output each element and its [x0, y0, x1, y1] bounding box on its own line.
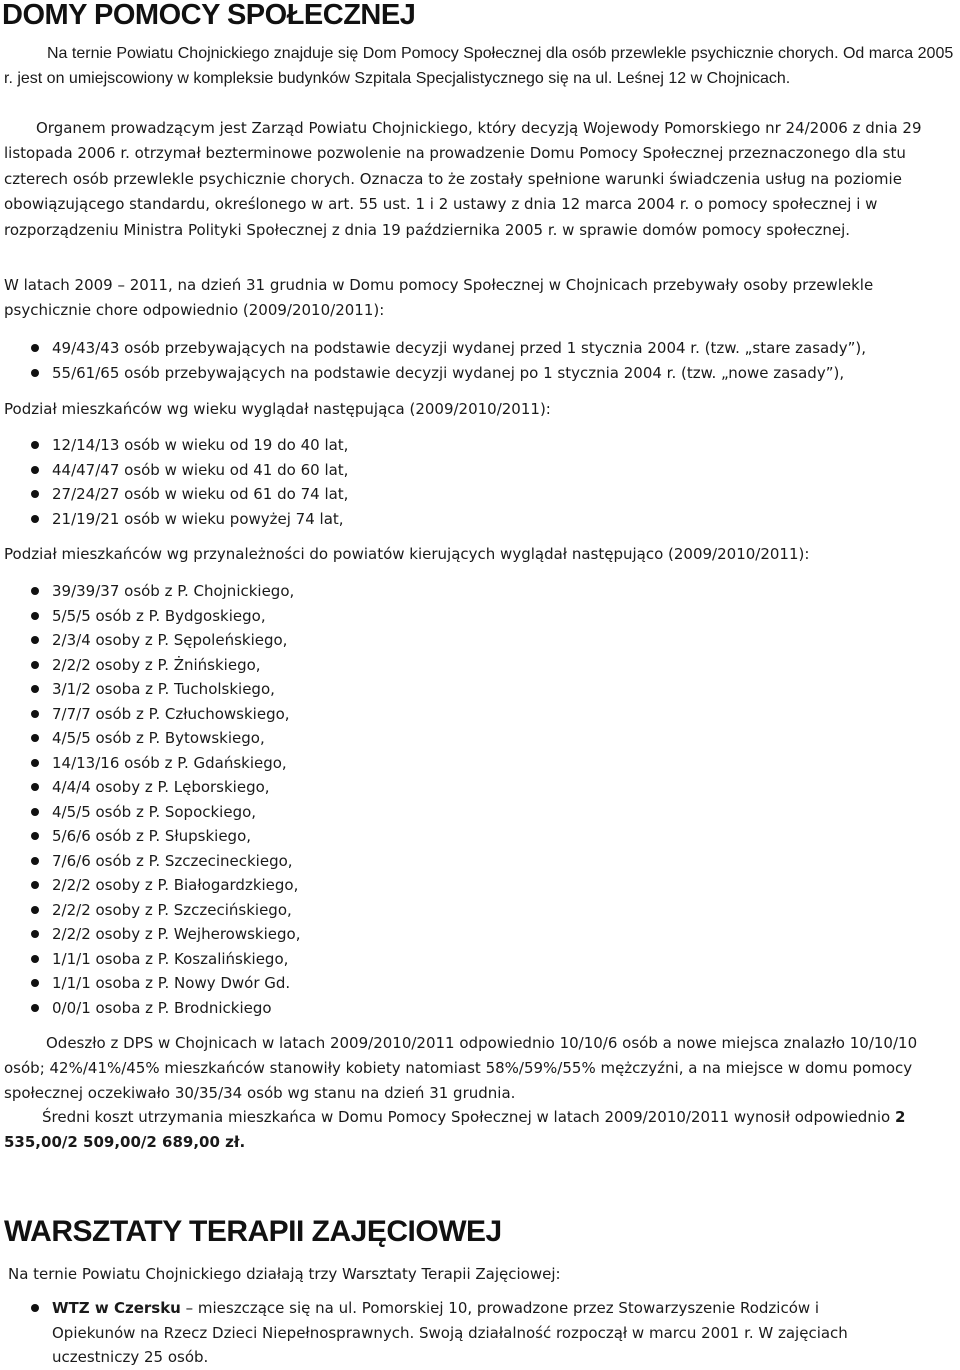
list-item: 5/5/5 osób z P. Bydgoskiego, [4, 604, 954, 629]
list-item: 44/47/47 osób w wieku od 41 do 60 lat, [4, 458, 954, 483]
wtz-intro-paragraph [8, 1262, 948, 1287]
section-heading-wtz: WARSZTATY TERAPII ZAJĘCIOWEJ [4, 1215, 502, 1248]
list-item: 55/61/65 osób przebywających na podstawie decyzji wydanej po 1 stycznia 2004 r. (tzw. „nowe zasady”), [4, 361, 954, 386]
list-item: 2/3/4 osoby z P. Sępoleńskiego, [4, 628, 954, 653]
age-intro-paragraph [4, 397, 954, 422]
list-item [4, 1296, 904, 1370]
dps-intro-paragraph [4, 41, 960, 91]
age-list [4, 433, 954, 531]
county-list [4, 579, 954, 1020]
wtz-item-name: WTZ w Czersku [52, 1299, 181, 1317]
dps-organ-text: Organem prowadzącym jest Zarząd Powiatu Chojnickiego, który decyzją Wojewody Pomorskiego nr 24/2006 z dnia 29 listopada 2006 r. otrzymał bezterminowe pozwolenie na prowadzenie Domu Pomocy Społecznej przeznaczonego dla stu czterech osób przewlekle psychicznie chorych. Oznacza to że zostały spełnione warunki świadczenia usług na poziomie obowiązującego standardu, określonego w art. 55 ust. 1 i 2 ustawy z dnia 12 marca 2004 r. o pomocy społecznej i w rozporządzeniu Ministra Polityki Społecznej z dnia 19 października 2005 r. w sprawie domów pomocy społecznej. [4, 119, 922, 239]
list-item: 5/6/6 osób z P. Słupskiego, [4, 824, 954, 849]
dps-intro-text: Na ternie Powiatu Chojnickiego znajduje się Dom Pomocy Społecznej dla osób przewlekle psychicznie chorych. Od marca 2005 r. jest on umiejscowiony w kompleksie budynków Szpitala Specjalistycznego się na ul. Leśnej 12 w Chojnicach. [4, 45, 954, 87]
list-item: 39/39/37 osób z P. Chojnickiego, [4, 579, 954, 604]
dps-years-text: W latach 2009 – 2011, na dzień 31 grudnia w Domu pomocy Społecznej w Chojnicach przebywały osoby przewlekle psychicznie chore odpowiednio (2009/2010/2011): [4, 276, 874, 319]
list-item: 2/2/2 osoby z P. Żnińskiego, [4, 653, 954, 678]
wtz-item-text: – mieszczące się na ul. Pomorskiej 10, prowadzone przez Stowarzyszenie Rodziców i Opiekunów na Rzecz Dzieci Niepełnosprawnych. Swoją działalność rozpoczął w marcu 2001 r. W zajęciach uczestniczy 25 osób. [52, 1299, 848, 1366]
list-item: 1/1/1 osoba z P. Nowy Dwór Gd. [4, 971, 954, 996]
wtz-intro-text: Na ternie Powiatu Chojnickiego działają trzy Warsztaty Terapii Zajęciowej: [8, 1265, 561, 1283]
list-item: 27/24/27 osób w wieku od 61 do 74 lat, [4, 482, 954, 507]
list-item: 3/1/2 osoba z P. Tucholskiego, [4, 677, 954, 702]
wtz-list [4, 1296, 904, 1370]
dps-years-paragraph [4, 273, 954, 323]
dps-organ-paragraph [4, 116, 956, 243]
cost-paragraph [4, 1105, 960, 1155]
left-paragraph [4, 1031, 944, 1106]
section-heading-dps: DOMY POMOCY SPOŁECZNEJ [2, 0, 416, 31]
cost-text: Średni koszt utrzymania mieszkańca w Domu Pomocy Społecznej w latach 2009/2010/2011 wynosił odpowiednio [42, 1108, 891, 1126]
list-item: 7/7/7 osób z P. Człuchowskiego, [4, 702, 954, 727]
age-intro-text: Podział mieszkańców wg wieku wyglądał następująca (2009/2010/2011): [4, 400, 551, 418]
list-item: 14/13/16 osób z P. Gdańskiego, [4, 751, 954, 776]
list-item: 2/2/2 osoby z P. Szczecińskiego, [4, 898, 954, 923]
list-item: 12/14/13 osób w wieku od 19 do 40 lat, [4, 433, 954, 458]
list-item: 2/2/2 osoby z P. Wejherowskiego, [4, 922, 954, 947]
list-item: 7/6/6 osób z P. Szczecineckiego, [4, 849, 954, 874]
cost-value: 2 535,00/2 509,00/2 689,00 zł. [4, 1108, 906, 1151]
list-item: 4/5/5 osób z P. Bytowskiego, [4, 726, 954, 751]
list-item: 2/2/2 osoby z P. Białogardzkiego, [4, 873, 954, 898]
rules-list [4, 336, 954, 385]
list-item: 1/1/1 osoba z P. Koszalińskiego, [4, 947, 954, 972]
left-text: Odeszło z DPS w Chojnicach w latach 2009/2010/2011 odpowiednio 10/10/6 osób a nowe miejsca znalazło 10/10/10 osób; 42%/41%/45% mieszkańców stanowiły kobiety natomiast 58%/59%/55% mężczyźni, a na miejsce w domu pomocy społecznej oczekiwało 30/35/34 osób wg stanu na dzień 31 grudnia. [4, 1034, 918, 1102]
list-item: 4/4/4 osoby z P. Lęborskiego, [4, 775, 954, 800]
county-intro-text: Podział mieszkańców wg przynależności do powiatów kierujących wyglądał następująco (2009/2010/2011): [4, 545, 810, 563]
list-item: 49/43/43 osób przebywających na podstawie decyzji wydanej przed 1 stycznia 2004 r. (tzw. „stare zasady”), [4, 336, 954, 361]
county-intro-paragraph [4, 542, 954, 567]
list-item: 4/5/5 osób z P. Sopockiego, [4, 800, 954, 825]
list-item: 21/19/21 osób w wieku powyżej 74 lat, [4, 507, 954, 532]
list-item: 0/0/1 osoba z P. Brodnickiego [4, 996, 954, 1021]
